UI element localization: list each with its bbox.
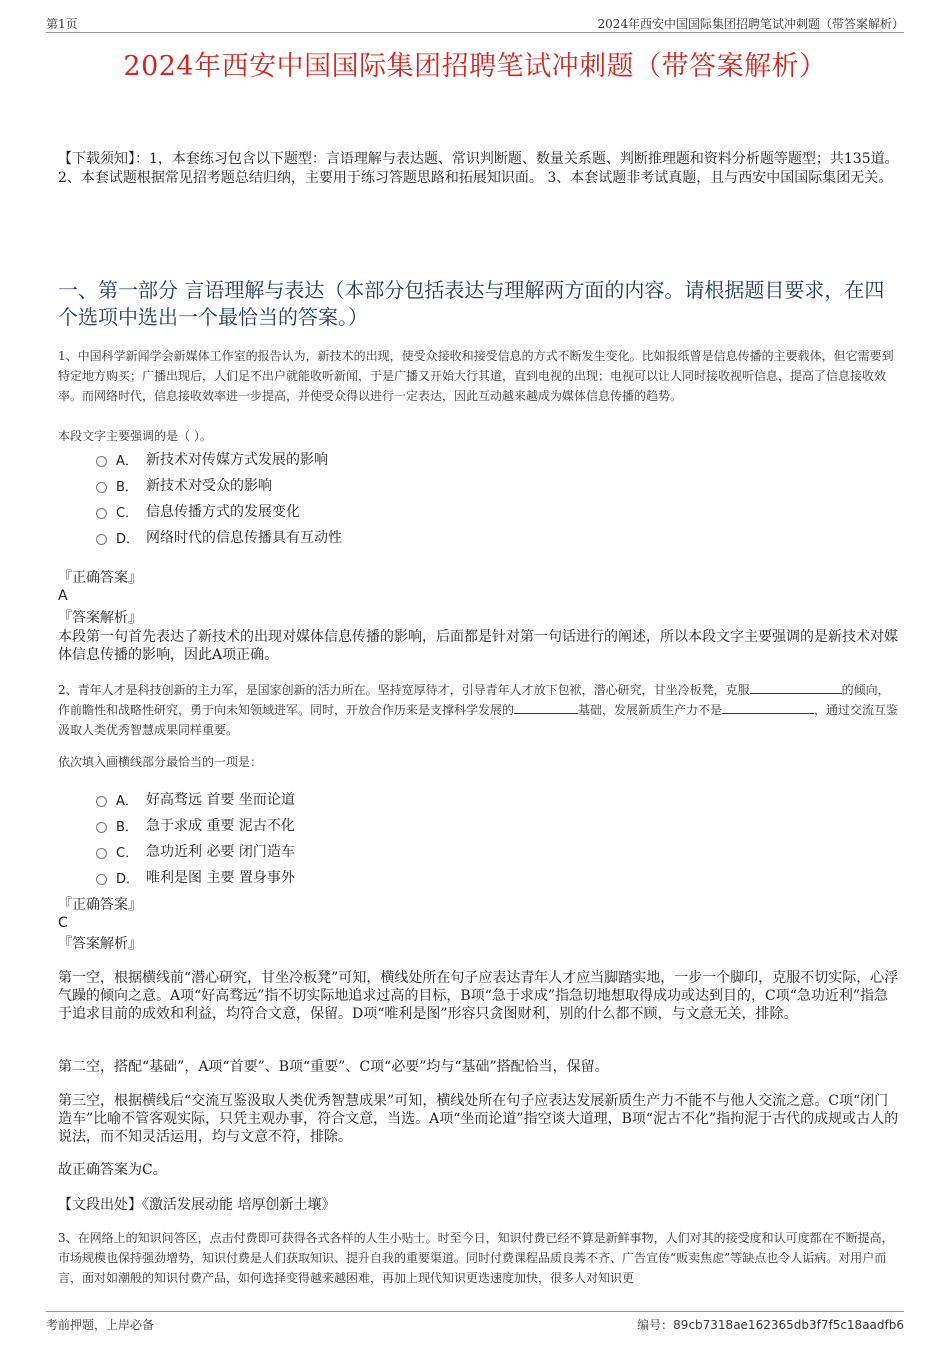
question-2-analysis-1: 第一空，根据横线前“潜心研究，甘坐冷板凳”可知，横线处所在句子应表达青年人才应当脚踏实地，一步一个脚印，克服不切实际，心浮气躁的倾向之意。A项“好高骛远”指不切实际地追求过高的目标，B项“急于求成”指急切地想取得成功或达到目的，C项“急功近利”指急于追求目前的成效和利益，均符合文意，保留。D项“唯利是图”形容只贪图财利，别的什么都不顾，与文意无关，排除。	[58, 970, 899, 1022]
radio-icon[interactable]	[96, 508, 107, 519]
radio-icon[interactable]	[96, 534, 107, 545]
question-1-option-a[interactable]: A． 新技术对传媒方式发展的影响	[96, 446, 796, 472]
question-2-analysis-label: 『答案解析』	[58, 936, 142, 952]
fill-blank-3	[722, 701, 814, 714]
question-2-analysis-3: 第三空，根据横线后“交流互鉴汲取人类优秀智慧成果”可知，横线处所在句子应表达发展新质生产力不能不与他人交流之意。C项“闭门造车”比喻不管客观实际，只凭主观办事，符合文意，当选。A项“坐而论道”指空谈大道理，B项“泥古不化”指拘泥于古代的成规或古人的说法，而不知灵活运用，均与文意不符，排除。	[58, 1093, 899, 1145]
question-3-stem: 3、在网络上的知识问答区，点击付费即可获得各式各样的人生小贴士。时至今日，知识付费已经不算是新鲜事物，人们对其的接受度和认可度都在不断提高，市场规模也保持强劲增势，知识付费是人们获取知识、提升自我的重要渠道。同时付费课程品质良莠不齐、广告宣传“贩卖焦虑”等缺点也令人诟病。对用户而言，面对如潮般的知识付费产品，如何选择变得越来越困难，再加上现代知识更迭速度加快，很多人对知识更	[58, 1231, 894, 1285]
footer-slogan: 考前押题，上岸必备	[46, 1318, 155, 1332]
radio-icon[interactable]	[96, 796, 107, 807]
question-2-option-c[interactable]: C． 急功近利 必要 闭门造车	[96, 838, 796, 864]
question-2-source: 【文段出处】《激活发展动能 培厚创新土壤》	[58, 1197, 336, 1213]
page-footer	[46, 1311, 904, 1332]
question-2-prompt: 依次填入画横线部分最恰当的一项是：	[58, 755, 263, 769]
fill-blank-2	[514, 701, 578, 714]
question-2-option-b[interactable]: B． 急于求成 重要 泥古不化	[96, 812, 796, 838]
question-1-option-c[interactable]: C． 信息传播方式的发展变化	[96, 498, 796, 524]
question-1-answer-label: 『正确答案』	[58, 570, 142, 586]
fill-blank-1	[750, 681, 842, 694]
question-1-options	[96, 446, 796, 550]
question-1-analysis-label: 『答案解析』	[58, 610, 142, 626]
question-1-option-d[interactable]: D． 网络时代的信息传播具有互动性	[96, 524, 796, 550]
radio-icon[interactable]	[96, 482, 107, 493]
header-doc-title: 2024年西安中国国际集团招聘笔试冲刺题（带答案解析）	[597, 17, 904, 31]
section-heading: 一、第一部分 言语理解与表达（本部分包括表达与理解两方面的内容。请根据题目要求，在四个选项中选出一个最恰当的答案。）	[58, 278, 885, 329]
question-2-stem: 2、青年人才是科技创新的主力军，是国家创新的活力所在。坚持宽厚待才，引导青年人才放下包袱，潜心研究，甘坐冷板凳，克服 的倾向，作前瞻性和战略性研究，勇于向未知领域进军。同时，开放合作历来是支撑科学发展的 基础，发展新质生产力不是 ，通过交流互鉴汲取人类优秀智慧成果同样重要。	[58, 683, 899, 737]
radio-icon[interactable]	[96, 848, 107, 859]
question-1-stem: 1、中国科学新闻学会新媒体工作室的报告认为，新技术的出现，使受众接收和接受信息的方式不断发生变化。比如报纸曾是信息传播的主要载体，但它需要到特定地方购买；广播出现后，人们足不出户就能收听新闻，于是广播又开始大行其道，直到电视的出现；电视可以让人同时接收视听信息，提高了信息接收效率。而网络时代，信息接收效率进一步提高，并使受众得以进行一定表达，因此互动越来越成为媒体信息传播的趋势。	[58, 349, 894, 403]
question-1-prompt: 本段文字主要强调的是（ ）。	[58, 429, 212, 443]
question-2-analysis-2: 第二空，搭配“基础”，A项“首要”、B项“重要”、C项“必要”均与“基础”搭配恰当，保留。	[58, 1059, 609, 1075]
radio-icon[interactable]	[96, 456, 107, 467]
question-1-option-b[interactable]: B． 新技术对受众的影响	[96, 472, 796, 498]
download-notice: 【下载须知】：1，本套练习包含以下题型：言语理解与表达题、常识判断题、数量关系题、判断推理题和资料分析题等题型；共135道。 2、本套试题根据常见招考题总结归纳，主要用于练习答题思路和拓展知识面。 3、本套试题非考试真题，且与西安中国国际集团无关。	[58, 151, 899, 186]
question-2-answer: C	[58, 915, 68, 931]
question-2-option-a[interactable]: A． 好高骛远 首要 坐而论道	[96, 786, 796, 812]
question-2-options	[96, 786, 796, 890]
radio-icon[interactable]	[96, 822, 107, 833]
question-1-analysis: 本段第一句首先表达了新技术的出现对媒体信息传播的影响，后面都是针对第一句话进行的阐述，所以本段文字主要强调的是新技术对媒体信息传播的影响，因此A项正确。	[58, 629, 898, 663]
page-number: 第1页	[46, 17, 78, 31]
page-header	[46, 14, 904, 33]
question-2-option-d[interactable]: D． 唯利是图 主要 置身事外	[96, 864, 796, 890]
radio-icon[interactable]	[96, 874, 107, 885]
question-2-answer-label: 『正确答案』	[58, 897, 142, 913]
document-title: 2024年西安中国国际集团招聘笔试冲刺题（带答案解析）	[123, 51, 827, 82]
footer-code: 编号：89cb7318ae162365db3f7f5c18aadfb6	[637, 1318, 904, 1332]
question-1-answer: A	[58, 588, 68, 604]
question-2-analysis-4: 故正确答案为C。	[58, 1162, 167, 1178]
